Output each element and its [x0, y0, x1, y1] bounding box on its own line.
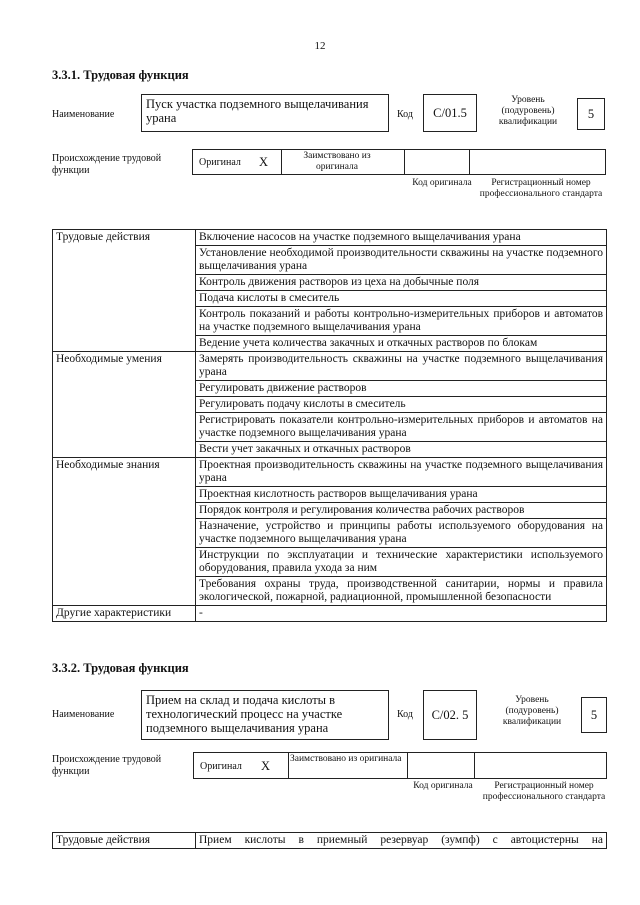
name-label-2: Наименование [52, 709, 115, 720]
function-name-box-2: Прием на склад и подача кислоты в технологический процесс на участке подземного выщелачивания урана [141, 690, 389, 740]
origin-table-2 [193, 752, 607, 779]
list-item: Порядок контроля и регулирования количества рабочих растворов [196, 503, 607, 519]
code-label-2: Код [397, 709, 413, 720]
row-label-actions: Трудовые действия [53, 230, 196, 352]
list-item: Установление необходимой производительности скважины на участке подземного выщелачивания урана [196, 246, 607, 275]
level-label: Уровень (подуровень) квалификации [498, 95, 558, 127]
list-item: Инструкции по эксплуатации и технические характеристики используемого оборудования, правила ухода за ним [196, 548, 607, 577]
list-item: Контроль показаний и работы контрольно-измерительных приборов и автоматов на участке подземного выщелачивания урана [196, 307, 607, 336]
table-row [53, 458, 607, 487]
origin-divider-2 [404, 150, 405, 174]
table-row [53, 606, 607, 622]
section-heading-2: 3.3.2. Трудовая функция [52, 661, 189, 675]
origin-table [192, 149, 606, 175]
page-number: 12 [314, 40, 326, 52]
function-name-box: Пуск участка подземного выщелачивания урана [141, 94, 389, 132]
code-original-label: Код оригинала [412, 178, 472, 188]
level-label-2: Уровень (подуровень) квалификации [502, 695, 562, 727]
list-item: Вести учет закачных и откачных растворов [196, 442, 607, 458]
origin-divider-5 [407, 753, 408, 778]
level-value-box-2: 5 [581, 697, 607, 733]
function-table-1 [52, 229, 607, 622]
list-item: Проектная производительность скважины на участке подземного выщелачивания урана [196, 458, 607, 487]
row-label-actions-2: Трудовые действия [53, 833, 196, 849]
list-item: Регулировать подачу кислоты в смеситель [196, 397, 607, 413]
borrowed-label: Заимствовано из оригинала [303, 151, 371, 172]
list-item: - [196, 606, 607, 622]
origin-label-2: Происхождение трудовой функции [52, 754, 162, 777]
list-item: Подача кислоты в смеситель [196, 291, 607, 307]
list-item: Включение насосов на участке подземного выщелачивания урана [196, 230, 607, 246]
original-x-mark: X [259, 155, 269, 169]
original-label: Оригинал [199, 157, 241, 168]
function-table-2 [52, 832, 607, 849]
list-item: Проектная кислотность растворов выщелачивания урана [196, 487, 607, 503]
list-item: Требования охраны труда, производственной санитарии, нормы и правила экологической, пожарной, радиационной, промышленной безопасности [196, 577, 607, 606]
level-value-box: 5 [577, 98, 605, 130]
reg-number-label-2: Регистрационный номер профессионального стандарта [482, 781, 606, 802]
list-item: Замерять производительность скважины на участке подземного выщелачивания урана [196, 352, 607, 381]
origin-divider-6 [474, 753, 475, 778]
table-row [53, 833, 607, 849]
list-item: Регистрировать показатели контрольно-измерительных приборов и автоматов на участке подземного выщелачивания урана [196, 413, 607, 442]
reg-number-label: Регистрационный номер профессионального стандарта [479, 178, 603, 199]
original-label-2: Оригинал [200, 761, 242, 772]
origin-label: Происхождение трудовой функции [52, 153, 162, 176]
code-label: Код [397, 109, 413, 120]
origin-divider-4 [288, 753, 289, 778]
list-item: Контроль движения растворов из цеха на добычные поля [196, 275, 607, 291]
table-row [53, 230, 607, 246]
code-original-label-2: Код оригинала [413, 781, 473, 791]
list-item: Регулировать движение растворов [196, 381, 607, 397]
function-code-box: С/01.5 [423, 94, 477, 132]
table-row [53, 352, 607, 381]
original-x-mark-2: X [261, 759, 271, 773]
row-label-other: Другие характеристики [53, 606, 196, 622]
row-label-knowledge: Необходимые знания [53, 458, 196, 606]
row-label-skills: Необходимые умения [53, 352, 196, 458]
function-code-box-2: С/02. 5 [423, 690, 477, 740]
borrowed-label-2: Заимствовано из оригинала [290, 754, 402, 764]
name-label: Наименование [52, 109, 115, 120]
section-heading-1: 3.3.1. Трудовая функция [52, 68, 189, 82]
origin-divider-1 [281, 150, 282, 174]
list-item: Ведение учета количества закачных и откачных растворов по блокам [196, 336, 607, 352]
list-item: Прием кислоты в приемный резервуар (зумпф) с автоцистерны на [196, 833, 607, 849]
list-item: Назначение, устройство и принципы работы используемого оборудования на участке подземного выщелачивания урана [196, 519, 607, 548]
origin-divider-3 [469, 150, 470, 174]
